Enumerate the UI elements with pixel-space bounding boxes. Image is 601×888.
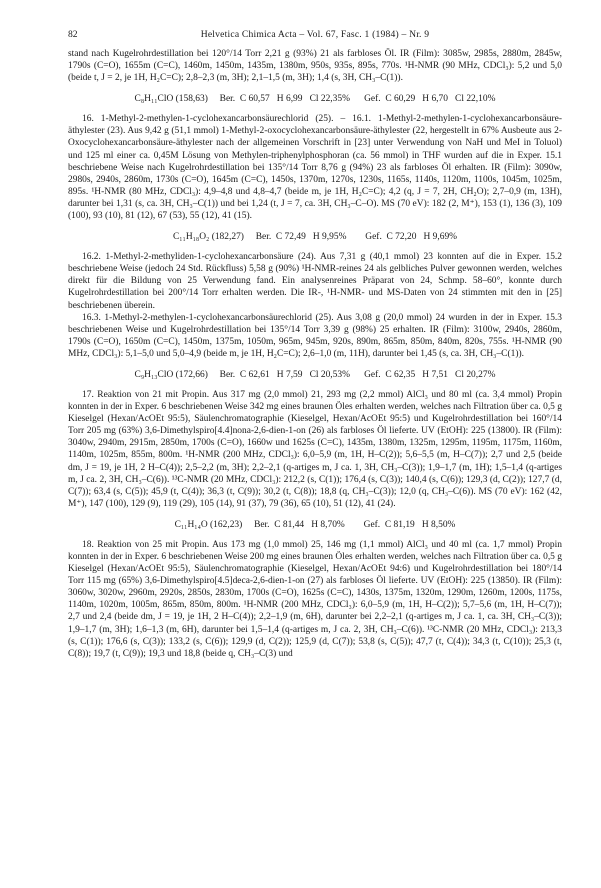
page-number: 82 <box>68 29 78 40</box>
paragraph-section-16-2: 16.2. 1-Methyl-2-methyliden-1-cyclohexancarbonsäure (24). Aus 7,31 g (40,1 mmol) 23 konnten auf die in Exper. 15.2 beschriebene Weise (jedoch 24 Std. Rückfluss) 5,58 g (90%) ¹H-NMR-reines 24 als gelbliches Pulver gewonnen werden, welches direkt für die Bildung von 25 Verwendung fand. Ein analysenreines Präparat von 24, Schmp. 58–60°, konnte durch Kugelrohrdestillation bei 200°/14 Torr erhalten werden. Die IR-, ¹H-NMR- und MS-Daten von 24 stimmten mit den in [25] beschriebenen überein. <box>68 252 562 311</box>
article-body <box>68 48 562 660</box>
paragraph-section-17: 17. Reaktion von 21 mit Propin. Aus 317 mg (2,0 mmol) 21, 293 mg (2,2 mmol) AlCl₃ und 80 ml (ca. 3,4 mmol) Propin konnten in der in Exper. 6 beschriebenen Weise 342 mg eines braunen Öles erhalten werden, welches nach Filtration über ca. 0,5 g Kieselgel (Hexan/AcOEt 95:5), Säulenchromatographie (Kieselgel, Hexan/AcOEt 95:5) und Kugelrohrdestillation bei 160°/14 Torr 205 mg (63%) 3,6-Dimethylspiro[4.4]nona-2,6-dien-1-on (26) als farbloses Öl lieferte. UV (EtOH): 225 (13800). IR (Film): 3040w, 2940m, 2915m, 2850m, 1700s (C=O), 1660w und 1625s (C=C), 1435m, 1380m, 1325m, 1295m, 1195m, 1175m, 1160m, 1140m, 1025m, 855m, 800m. ¹H-NMR (200 MHz, CDCl₃): 6,0–5,9 (m, 1H, H–C(2)); 5,6–5,5 (m, H–C(7)); 2,7 und 2,5 (beide dm, J = 19, je 1H, 2 H–C(4)); 2,5–2,2 (m, 3H); 2,2–2,1 (q-artiges m, J ca. 1, 3H, CH₃–C(3)); 1,9–1,7 (m, 1H); 1,5–1,4 (q-artiges m, J ca. 2, 3H, CH₃–C(6)). ¹³C-NMR (20 MHz, CDCl₃): 212,2 (s, C(1)); 176,4 (s, C(3)); 140,4 (s, C(6)); 129,3 (d, C(2)); 127,7 (d, C(7)); 63,4 (s, C(5)); 45,9 (t, C(4)); 36,3 (t, C(9)); 30,2 (t, C(8)); 18,8 (q, CH₃–C(3)); 12,0 (q, CH₃–C(6)). MS (70 eV): 162 (42, M⁺), 147 (100), 129 (9), 119 (29), 105 (14), 91 (37), 79 (36), 65 (10), 51 (12), 41 (24). <box>68 389 562 509</box>
elemental-analysis: C₉H₁₃ClO (172,66) Ber. C 62,61 H 7,59 Cl 20,53% Gef. C 62,35 H 7,51 Cl 20,27% <box>134 369 496 380</box>
paragraph-section-16-3: 16.3. 1-Methyl-2-methylen-1-cyclohexancarbonsäurechlorid (25). Aus 3,08 g (20,0 mmol) 24 wurden in der in Exper. 15.3 beschriebenen Weise und Kugelrohrdestillation bei 135°/14 Torr 3,39 g (98%) 25 erhalten. IR (Film): 3100w, 2940s, 2860m, 1790s (C=O), 1650m (C=C), 1450m, 1375m, 1050m, 965m, 945m, 920s, 890m, 865m, 850m, 840m, 820s, 755s. ¹H-NMR (90 MHz, CDCl₃): 5,1–5,0 und 5,0–4,9 (beide m, je 1H, H₂C=C); 2,6–1,0 (m, 11H), darunter bei 1,45 (s, ca. 3H, CH₃–C(1)). <box>68 312 562 359</box>
paragraph-section-16-1: 16. 1-Methyl-2-methylen-1-cyclohexancarbonsäurechlorid (25). – 16.1. 1-Methyl-2-methylen-1-cyclohexancarbonsäure-äthylester (23). Aus 9,42 g (51,1 mmol) 1-Methyl-2-oxocyclohexancarbonsäure-äthylester (22, hergestellt in 67% Ausbeute aus 2-Oxocyclohexancarbonsäure-äthylester nach der allgemeinen Vorschrift in [23] unter Verwendung von NaH und MeI in Toluol) und 125 ml einer ca. 0,45M Lösung von Methylen-triphenylphosphoran (ca. 56 mmol) in THF wurden auf die in Exper. 15.1 beschriebene Weise nach Kugelrohrdestillation bei 135°/14 Torr 8,76 g (94%) 23 als farbloses Öl erhalten. IR (Film): 3090w, 2980s, 2940s, 2860m, 1730s (C=O), 1645m (C=C), 1450s, 1370m, 1270s, 1230s, 1165s, 1140s, 1120m, 1100s, 1045m, 1025m, 895s. ¹H-NMR (80 MHz, CDCl₃): 4,9–4,8 und 4,8–4,7 (beide m, je 1H, H₂C=C); 4,2 (q, J = 7, 2H, CH₂O); 2,7–0,9 (m, 13H), darunter bei 1,31 (s, ca. 3H, CH₃–C(1)) und bei 1,24 (t, J = 7, ca. 3H, CH₃–C–O). MS (70 eV): 182 (2, M⁺), 153 (1), 136 (3), 109 (100), 93 (10), 81 (12), 67 (53), 55 (12), 41 (15). <box>68 114 562 222</box>
elemental-analysis: C₁₁H₁₄O (162,23) Ber. C 81,44 H 8,70% Gef. C 81,19 H 8,50% <box>174 519 456 530</box>
paragraph-section-18: 18. Reaktion von 25 mit Propin. Aus 173 mg (1,0 mmol) 25, 146 mg (1,1 mmol) AlCl₃ und 40 ml (ca. 1,7 mmol) Propin konnten in der in Exper. 6 beschriebenen Weise 200 mg eines braunen Öles erhalten werden, welches nach Filtration über ca. 0,5 g Kieselgel (Hexan/AcOEt 95:5), Säulenchromatographie (Kieselgel, Hexan/AcOEt 94:6) und Kugelrohrdestillation bei 180°/14 Torr 115 mg (65%) 3,6-Dimethylspiro[4.5]deca-2,6-dien-1-on (27) als farbloses Öl lieferte. UV (EtOH): 225 (13850). IR (Film): 3060w, 3020w, 2960m, 2920s, 2850s, 2830m, 1700s (C=O), 1625s (C=C), 1430s, 1375m, 1320m, 1290m, 1260m, 1200s, 1175s, 1140m, 1020m, 1005m, 865m, 850m, 800m. ¹H-NMR (200 MHz, CDCl₃): 6,0–5,9 (m, 1H, H–C(2)); 5,7–5,6 (m, 1H, H–C(7)); 2,7 und 2,4 (beide dm, J = 19, je 1H, 2 H–C(4)); 2,2–1,9 (m, 6H), darunter bei 2,2–2,1 (q-artiges m, J ca. 1, ca. 3H, CH₃–C(3)); 1,9–1,7 (m, 3H); 1,6–1,3 (m, 6H), darunter bei 1,5–1,4 (q-artiges m, J ca. 2, 3H, CH₃–C(6)). ¹³C-NMR (20 MHz, CDCl₃): 213,3 (s, C(1)); 176,6 (s, C(3)); 133,2 (s, C(6)); 129,9 (d, C(2)); 125,9 (d, C(7)); 53,8 (s, C(5)); 47,7 (t, C(4)); 34,3 (t, C(10)); 25,3 (t, C(8)); 19,7 (t, C(9)); 19,3 und 18,8 (beide q, CH₃–C(3) und <box>68 539 562 659</box>
running-header <box>68 28 562 42</box>
journal-title: Helvetica Chimica Acta – Vol. 67, Fasc. 1 (1984) – Nr. 9 <box>200 29 430 40</box>
elemental-analysis: C₈H₁₁ClO (158,63) Ber. C 60,57 H 6,99 Cl 22,35% Gef. C 60,29 H 6,70 Cl 22,10% <box>134 94 496 105</box>
elemental-analysis: C₁₁H₁₈O₂ (182,27) Ber. C 72,49 H 9,95% Gef. C 72,20 H 9,69% <box>172 232 458 243</box>
paragraph-continuation: stand nach Kugelrohrdestillation bei 120°/14 Torr 2,21 g (93%) 21 als farbloses Öl. IR (Film): 3085w, 2985s, 2880m, 2845w, 1790s (C=O), 1655m (C=C), 1460m, 1450m, 1435m, 1380m, 950s, 935s, 895s, 770s. ¹H-NMR (90 MHz, CDCl₃): 5,2 und 5,0 (beide t, J = 2, je 1H, H₂C=C); 2,8–2,3 (m, 3H); 2,1–1,5 (m, 3H); 1,4 (s, 3H, CH₃–C(1)). <box>68 49 562 84</box>
